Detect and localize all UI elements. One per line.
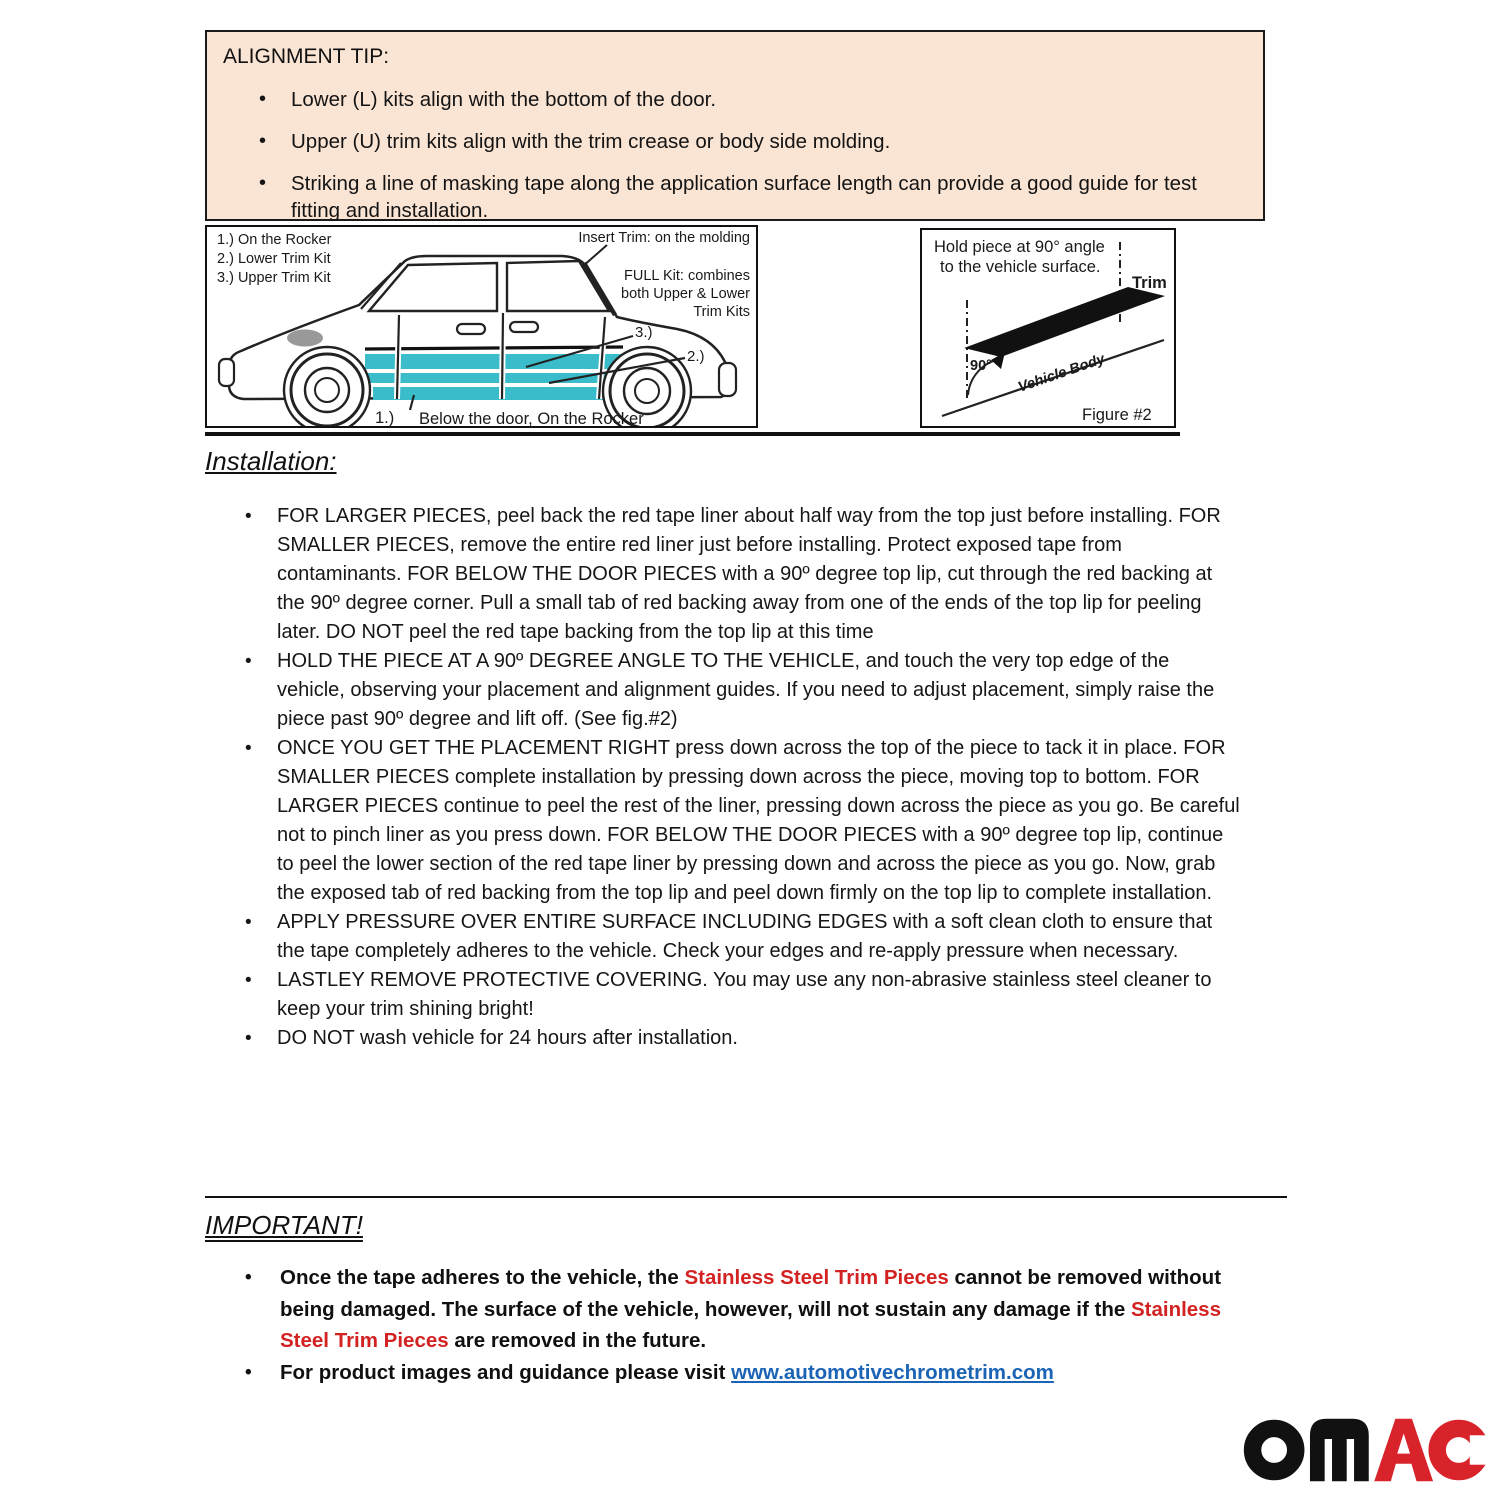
section-divider	[205, 1196, 1287, 1198]
car-legend-line: 3.) Upper Trim Kit	[217, 270, 331, 286]
important-list	[205, 1262, 1275, 1388]
important-heading: IMPORTANT!	[205, 1210, 363, 1240]
angle-label: 90°	[970, 358, 992, 374]
list-item: • Upper (U) trim kits align with the trim crease or body side molding.	[223, 128, 1245, 155]
rocker-label-num: 1.)	[375, 409, 395, 426]
figure-number-label: Figure #2	[1082, 406, 1152, 424]
rear-window	[507, 261, 609, 311]
installation-list	[205, 502, 1240, 1053]
important-text: Once the tape adheres to the vehicle, the	[280, 1266, 685, 1289]
important-text: cannot be removed without being damaged. The surface of the vehicle, however, will not sustain any damage if the	[280, 1266, 1222, 1321]
car-legend-line: 1.) On the Rocker	[217, 232, 332, 248]
front-hub	[315, 378, 339, 402]
upper-trim-stripe	[365, 354, 623, 369]
list-item: • ONCE YOU GET THE PLACEMENT RIGHT press down across the top of the piece to tack it in place. FOR SMALLER PIECES complete installation by pressing down across the piece, moving top to bottom. FOR LARGER PIECES continue to peel the rest of the liner, pressing down across the piece as you go. Be careful not to pinch liner as you press down. FOR BELOW THE DOOR PIECES with a 90º degree top lip, continue to peel the lower section of the red tape liner by pressing down and across the piece as you go. Now, grab the exposed tab of red backing from the top lip and peel down firmly on the top lip to complete installation.	[205, 734, 1240, 908]
logo-c-gap	[1470, 1435, 1490, 1464]
figure2-box	[920, 228, 1176, 428]
important-text: For product images and guidance please visit	[280, 1360, 732, 1384]
important-red-text: Stainless Steel Trim Pieces	[684, 1266, 949, 1289]
list-item	[205, 1262, 1275, 1357]
trim-label-3: 3.)	[635, 324, 653, 341]
vehicle-body-label: Vehicle Body	[1016, 351, 1107, 396]
full-kit-line: FULL Kit: combines	[624, 268, 750, 284]
important-text: are removed in the future.	[448, 1329, 707, 1352]
trim-label-2: 2.)	[687, 348, 705, 365]
omac-logo	[1242, 1410, 1490, 1490]
figures-underline	[205, 432, 1180, 436]
rear-bumper	[719, 363, 736, 396]
alignment-tip-box	[205, 30, 1265, 221]
logo-letter-m	[1310, 1419, 1369, 1481]
fig2-caption-line: Hold piece at 90° angle	[934, 238, 1105, 256]
alignment-tip-list	[223, 86, 1245, 224]
installation-heading: Installation:	[205, 446, 337, 476]
car-diagram-svg	[207, 227, 756, 426]
rear-hub	[635, 379, 659, 403]
figure2-svg	[922, 230, 1174, 426]
list-item: • Striking a line of masking tape along the application surface length can provide a good guide for test fitting and installation.	[223, 170, 1245, 224]
list-item: • APPLY PRESSURE OVER ENTIRE SURFACE INCLUDING EDGES with a soft clean cloth to ensure that the tape completely adheres to the vehicle. Check your edges and re-apply pressure when necessary.	[205, 908, 1240, 966]
hood-oval	[287, 330, 323, 347]
door-handle	[457, 324, 485, 334]
list-item: • LASTLEY REMOVE PROTECTIVE COVERING. You may use any non-abrasive stainless steel cleaner to keep your trim shining bright!	[205, 966, 1240, 1024]
insert-trim-label: Insert Trim: on the molding	[578, 230, 750, 246]
front-window	[369, 263, 497, 311]
door-seam	[502, 313, 503, 399]
rocker-trim-stripe	[373, 387, 605, 400]
molding-line	[365, 347, 623, 349]
list-item	[205, 1357, 1275, 1389]
list-item: • HOLD THE PIECE AT A 90º DEGREE ANGLE TO THE VEHICLE, and touch the very top edge of the vehicle, observing your placement and alignment guides. If you need to adjust placement, simply raise the piece past 90º degree and lift off. (See fig.#2)	[205, 647, 1240, 734]
rocker-label: Below the door, On the Rocker	[419, 410, 644, 426]
list-item: • FOR LARGER PIECES, peel back the red tape liner about half way from the top just before installing. FOR SMALLER PIECES, remove the entire red liner just before installing. Protect exposed tape from contaminants. FOR BELOW THE DOOR PIECES with a 90º degree top lip, cut through the red backing at the 90º degree corner. Pull a small tab of red backing away from one of the ends of the top lip for peeling later. DO NOT peel the red tape backing from the top lip at this time	[205, 502, 1240, 647]
car-legend-line: 2.) Lower Trim Kit	[217, 251, 331, 267]
logo-letter-o	[1253, 1428, 1296, 1471]
door-handle	[510, 322, 538, 332]
website-link[interactable]: www.automotivechrometrim.com	[731, 1360, 1054, 1384]
fig2-caption-line: to the vehicle surface.	[940, 258, 1101, 276]
c-pillar-leader	[582, 245, 607, 267]
full-kit-line: both Upper & Lower	[621, 286, 750, 302]
trim-label: Trim	[1132, 274, 1167, 292]
trim-panel	[964, 287, 1165, 357]
list-item: • Lower (L) kits align with the bottom of the door.	[223, 86, 1245, 113]
important-red-text: Stainless Steel Trim Pieces	[280, 1297, 1221, 1352]
middle-trim-stripe	[365, 373, 623, 383]
alignment-tip-title: ALIGNMENT TIP:	[223, 45, 390, 68]
car-trim-diagram	[205, 225, 758, 428]
headlight	[219, 359, 234, 386]
full-kit-line: Trim Kits	[693, 304, 750, 320]
logo-letter-a	[1374, 1419, 1433, 1481]
list-item: • DO NOT wash vehicle for 24 hours after installation.	[205, 1024, 1240, 1053]
